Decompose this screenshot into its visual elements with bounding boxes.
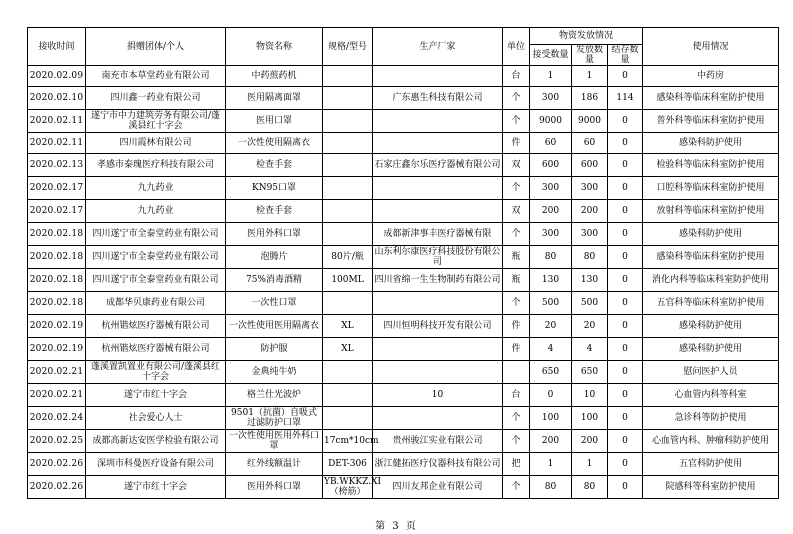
cell-issued: 1 — [572, 453, 608, 476]
table-row — [28, 476, 779, 499]
cell-unit: 双 — [503, 200, 530, 223]
cell-item: 9501（抗菌）自吸式过滤防护口罩 — [226, 407, 323, 430]
cell-issued: 300 — [572, 177, 608, 200]
header-received: 接受数量 — [530, 45, 572, 66]
cell-item: 中药煎药机 — [226, 66, 323, 87]
cell-date: 2020.02.21 — [28, 384, 86, 407]
cell-issued: 500 — [572, 292, 608, 315]
cell-spec: XL — [323, 338, 373, 361]
header-donor: 捐赠团体/个人 — [86, 28, 226, 66]
cell-usage: 心血管内科等科室 — [643, 384, 779, 407]
cell-received: 300 — [530, 223, 572, 246]
table-row — [28, 154, 779, 177]
cell-usage: 感染科防护使用 — [643, 133, 779, 154]
cell-donor: 四川遂宁市全泰堂药业有限公司 — [86, 223, 226, 246]
cell-maker — [373, 177, 503, 200]
table-row — [28, 246, 779, 269]
cell-maker: 石家庄鑫尔乐医疗器械有限公司 — [373, 154, 503, 177]
table-row — [28, 384, 779, 407]
cell-maker — [373, 200, 503, 223]
cell-item: 金典纯牛奶 — [226, 361, 323, 384]
cell-maker: 浙江健拓医疗仪器科技有限公司 — [373, 453, 503, 476]
cell-usage: 感染科等临床科室防护使用 — [643, 87, 779, 110]
cell-stock: 0 — [608, 292, 643, 315]
cell-date: 2020.02.09 — [28, 66, 86, 87]
cell-spec — [323, 292, 373, 315]
cell-donor: 成都高新达安医学检验有限公司 — [86, 430, 226, 453]
cell-item: 检查手套 — [226, 200, 323, 223]
cell-donor: 遂宁市红十字会 — [86, 476, 226, 499]
cell-received: 650 — [530, 361, 572, 384]
cell-stock: 0 — [608, 361, 643, 384]
cell-spec: DET-306 — [323, 453, 373, 476]
cell-donor: 九九药业 — [86, 177, 226, 200]
cell-stock: 0 — [608, 453, 643, 476]
donation-table — [27, 27, 779, 499]
cell-date: 2020.02.17 — [28, 177, 86, 200]
cell-received: 80 — [530, 476, 572, 499]
cell-received: 130 — [530, 269, 572, 292]
cell-unit: 个 — [503, 430, 530, 453]
cell-unit: 双 — [503, 154, 530, 177]
cell-item: 一次性使用隔离衣 — [226, 133, 323, 154]
cell-item: 医用外科口罩 — [226, 223, 323, 246]
cell-date: 2020.02.11 — [28, 110, 86, 133]
cell-spec — [323, 110, 373, 133]
cell-donor: 遂宁市红十字会 — [86, 384, 226, 407]
cell-received: 300 — [530, 177, 572, 200]
table-row — [28, 361, 779, 384]
cell-date: 2020.02.11 — [28, 133, 86, 154]
cell-received: 60 — [530, 133, 572, 154]
table-body — [28, 66, 779, 499]
cell-issued: 1 — [572, 66, 608, 87]
cell-date: 2020.02.18 — [28, 292, 86, 315]
cell-usage: 感染科防护使用 — [643, 338, 779, 361]
cell-item: 75%消毒酒精 — [226, 269, 323, 292]
cell-item: 泡腾片 — [226, 246, 323, 269]
cell-stock: 0 — [608, 110, 643, 133]
cell-donor: 遂宁市中力建筑劳务有限公司/蓬溪县红十字会 — [86, 110, 226, 133]
cell-date: 2020.02.13 — [28, 154, 86, 177]
header-date: 接收时间 — [28, 28, 86, 66]
cell-date: 2020.02.19 — [28, 338, 86, 361]
cell-date: 2020.02.26 — [28, 453, 86, 476]
cell-unit: 件 — [503, 315, 530, 338]
cell-donor: 蓬溪置凯置业有限公司/蓬溪县红十字会 — [86, 361, 226, 384]
table-row — [28, 269, 779, 292]
cell-usage: 五官科等临床科室防护使用 — [643, 292, 779, 315]
cell-item: 一次性口罩 — [226, 292, 323, 315]
cell-stock: 0 — [608, 269, 643, 292]
cell-usage: 感染科防护使用 — [643, 223, 779, 246]
cell-donor: 四川遂宁市全泰堂药业有限公司 — [86, 269, 226, 292]
cell-received: 4 — [530, 338, 572, 361]
table-row — [28, 133, 779, 154]
cell-received: 20 — [530, 315, 572, 338]
cell-date: 2020.02.18 — [28, 223, 86, 246]
cell-usage: 消化内科等临床科室防护使用 — [643, 269, 779, 292]
cell-spec — [323, 361, 373, 384]
cell-maker — [373, 361, 503, 384]
cell-usage: 感染科等临床科室防护使用 — [643, 246, 779, 269]
header-spec: 规格/型号 — [323, 28, 373, 66]
cell-donor: 深圳市科曼医疗设备有限公司 — [86, 453, 226, 476]
cell-unit: 瓶 — [503, 269, 530, 292]
cell-unit: 个 — [503, 177, 530, 200]
cell-item: 检查手套 — [226, 154, 323, 177]
cell-stock: 0 — [608, 154, 643, 177]
cell-unit: 瓶 — [503, 246, 530, 269]
cell-spec: YB.WKKZ.XI（榜筋） — [324, 477, 382, 497]
cell-spec: 17cm*10cm — [323, 430, 373, 453]
cell-spec — [323, 154, 373, 177]
table-row — [28, 110, 779, 133]
cell-issued: 186 — [572, 87, 608, 110]
cell-unit: 个 — [503, 292, 530, 315]
cell-usage: 心血管内科、肿瘤科防护使用 — [643, 430, 779, 453]
cell-maker: 四川恒明科技开发有限公司 — [373, 315, 503, 338]
cell-donor: 南充市本草堂药业有限公司 — [86, 66, 226, 87]
cell-item: 医用外科口罩 — [226, 476, 323, 499]
cell-usage: 急诊科等防护使用 — [643, 407, 779, 430]
cell-spec — [323, 133, 373, 154]
cell-spec — [323, 87, 373, 110]
cell-item: 红外线额温计 — [226, 453, 323, 476]
cell-usage: 中药房 — [643, 66, 779, 87]
cell-received: 200 — [530, 200, 572, 223]
cell-date: 2020.02.24 — [28, 407, 86, 430]
cell-received: 500 — [530, 292, 572, 315]
cell-issued: 60 — [572, 133, 608, 154]
cell-donor: 九九药业 — [86, 200, 226, 223]
cell-received: 1 — [530, 453, 572, 476]
cell-usage: 放射科等临床科室防护使用 — [643, 200, 779, 223]
cell-unit: 个 — [503, 87, 530, 110]
cell-issued: 200 — [572, 200, 608, 223]
cell-spec: 100ML — [323, 269, 373, 292]
cell-unit: 个 — [503, 223, 530, 246]
cell-maker — [373, 133, 503, 154]
cell-maker: 四川省绵一生生物制药有限公司 — [373, 269, 503, 292]
cell-stock: 0 — [608, 177, 643, 200]
cell-date: 2020.02.18 — [28, 269, 86, 292]
header-stock: 结存数量 — [608, 45, 643, 66]
cell-item: 医用隔离面罩 — [226, 87, 323, 110]
header-maker: 生产厂家 — [373, 28, 503, 66]
cell-item: KN95口罩 — [226, 177, 323, 200]
cell-date: 2020.02.18 — [28, 246, 86, 269]
cell-unit: 个 — [503, 110, 530, 133]
cell-usage: 口腔科等临床科室防护使用 — [643, 177, 779, 200]
cell-date: 2020.02.17 — [28, 200, 86, 223]
table-row — [28, 177, 779, 200]
cell-stock: 114 — [608, 87, 643, 110]
cell-unit: 个 — [503, 407, 530, 430]
cell-spec — [323, 200, 373, 223]
cell-received: 80 — [530, 246, 572, 269]
cell-stock: 0 — [608, 133, 643, 154]
cell-unit: 件 — [503, 133, 530, 154]
cell-spec — [323, 223, 373, 246]
cell-donor: 成都华贝康药业有限公司 — [86, 292, 226, 315]
cell-received: 300 — [530, 87, 572, 110]
cell-stock: 0 — [608, 338, 643, 361]
cell-stock: 0 — [608, 66, 643, 87]
cell-maker: 广东惠生科技有限公司 — [373, 87, 503, 110]
cell-spec — [323, 177, 373, 200]
cell-maker — [373, 66, 503, 87]
cell-spec — [323, 384, 373, 407]
cell-maker — [373, 110, 503, 133]
table-row — [28, 407, 779, 430]
cell-maker: 山东利尔康医疗科技股份有限公司 — [374, 247, 501, 267]
cell-unit: 把 — [503, 453, 530, 476]
cell-received: 0 — [530, 384, 572, 407]
header-distribution: 物资发放情况 — [530, 28, 643, 45]
header-usage: 使用情况 — [643, 28, 779, 66]
cell-maker — [373, 292, 503, 315]
cell-usage: 感染科防护使用 — [643, 315, 779, 338]
cell-issued: 80 — [572, 476, 608, 499]
cell-unit: 个 — [503, 476, 530, 499]
cell-issued: 9000 — [572, 110, 608, 133]
cell-usage: 五官科防护使用 — [643, 453, 779, 476]
cell-received: 200 — [530, 430, 572, 453]
cell-stock: 0 — [608, 384, 643, 407]
cell-donor: 孝感市泰瑰医疗科技有限公司 — [86, 154, 226, 177]
cell-stock: 0 — [608, 200, 643, 223]
cell-maker — [373, 407, 503, 430]
cell-date: 2020.02.21 — [28, 361, 86, 384]
cell-spec — [323, 66, 373, 87]
cell-received: 600 — [530, 154, 572, 177]
header-issued: 发放数量 — [572, 45, 608, 66]
cell-issued: 10 — [572, 384, 608, 407]
cell-donor: 四川鑫一药业有限公司 — [86, 87, 226, 110]
table-row — [28, 87, 779, 110]
cell-unit: 台 — [503, 66, 530, 87]
cell-date: 2020.02.25 — [28, 430, 86, 453]
cell-date: 2020.02.10 — [28, 87, 86, 110]
cell-issued: 600 — [572, 154, 608, 177]
page-number: 第 3 页 — [375, 521, 418, 532]
cell-date: 2020.02.19 — [28, 315, 86, 338]
cell-usage: 院感科等科室防护使用 — [643, 476, 779, 499]
table-row — [28, 200, 779, 223]
table-row — [28, 223, 779, 246]
cell-stock: 0 — [608, 246, 643, 269]
cell-spec: XL — [323, 315, 373, 338]
cell-item: 一次性使用医用隔离衣 — [226, 315, 323, 338]
cell-usage: 慰问医护人员 — [643, 361, 779, 384]
cell-issued: 130 — [572, 269, 608, 292]
cell-issued: 650 — [572, 361, 608, 384]
cell-item: 医用口罩 — [226, 110, 323, 133]
table-row — [28, 292, 779, 315]
cell-item: 一次性使用医用外科口罩 — [226, 430, 323, 453]
table-row — [28, 338, 779, 361]
table-row — [28, 315, 779, 338]
cell-maker: 10 — [373, 384, 503, 407]
cell-stock: 0 — [608, 430, 643, 453]
table-row — [28, 66, 779, 87]
cell-received: 9000 — [530, 110, 572, 133]
cell-donor: 杭州锴炫医疗器械有限公司 — [86, 315, 226, 338]
cell-maker: 贵州骏江实业有限公司 — [373, 430, 503, 453]
cell-issued: 4 — [572, 338, 608, 361]
cell-maker — [373, 338, 503, 361]
cell-item: 格兰仕光波炉 — [226, 384, 323, 407]
cell-issued: 20 — [572, 315, 608, 338]
cell-received: 100 — [530, 407, 572, 430]
cell-donor: 四川遂宁市全泰堂药业有限公司 — [86, 246, 226, 269]
cell-unit — [503, 361, 530, 384]
cell-maker: 四川友邦企业有限公司 — [373, 476, 503, 499]
header-unit: 单位 — [503, 28, 530, 66]
cell-usage: 检验科等临床科室防护使用 — [643, 154, 779, 177]
cell-donor: 四川霞林有限公司 — [86, 133, 226, 154]
cell-maker: 成都新津事丰医疗器械有限 — [373, 223, 503, 246]
cell-received: 1 — [530, 66, 572, 87]
header-item: 物资名称 — [226, 28, 323, 66]
cell-spec — [323, 407, 373, 430]
cell-usage: 普外科等临床科室防护使用 — [643, 110, 779, 133]
cell-spec: 80片/瓶 — [323, 246, 373, 269]
cell-issued: 100 — [572, 407, 608, 430]
cell-issued: 80 — [572, 246, 608, 269]
table-row — [28, 430, 779, 453]
cell-stock: 0 — [608, 407, 643, 430]
cell-item: 防护服 — [226, 338, 323, 361]
table-row — [28, 453, 779, 476]
cell-stock: 0 — [608, 315, 643, 338]
cell-unit: 件 — [503, 338, 530, 361]
cell-date: 2020.02.26 — [28, 476, 86, 499]
cell-stock: 0 — [608, 476, 643, 499]
cell-issued: 200 — [572, 430, 608, 453]
cell-stock: 0 — [608, 223, 643, 246]
cell-donor: 杭州锴炫医疗器械有限公司 — [86, 338, 226, 361]
cell-unit: 台 — [503, 384, 530, 407]
cell-donor: 社会爱心人士 — [86, 407, 226, 430]
cell-issued: 300 — [572, 223, 608, 246]
